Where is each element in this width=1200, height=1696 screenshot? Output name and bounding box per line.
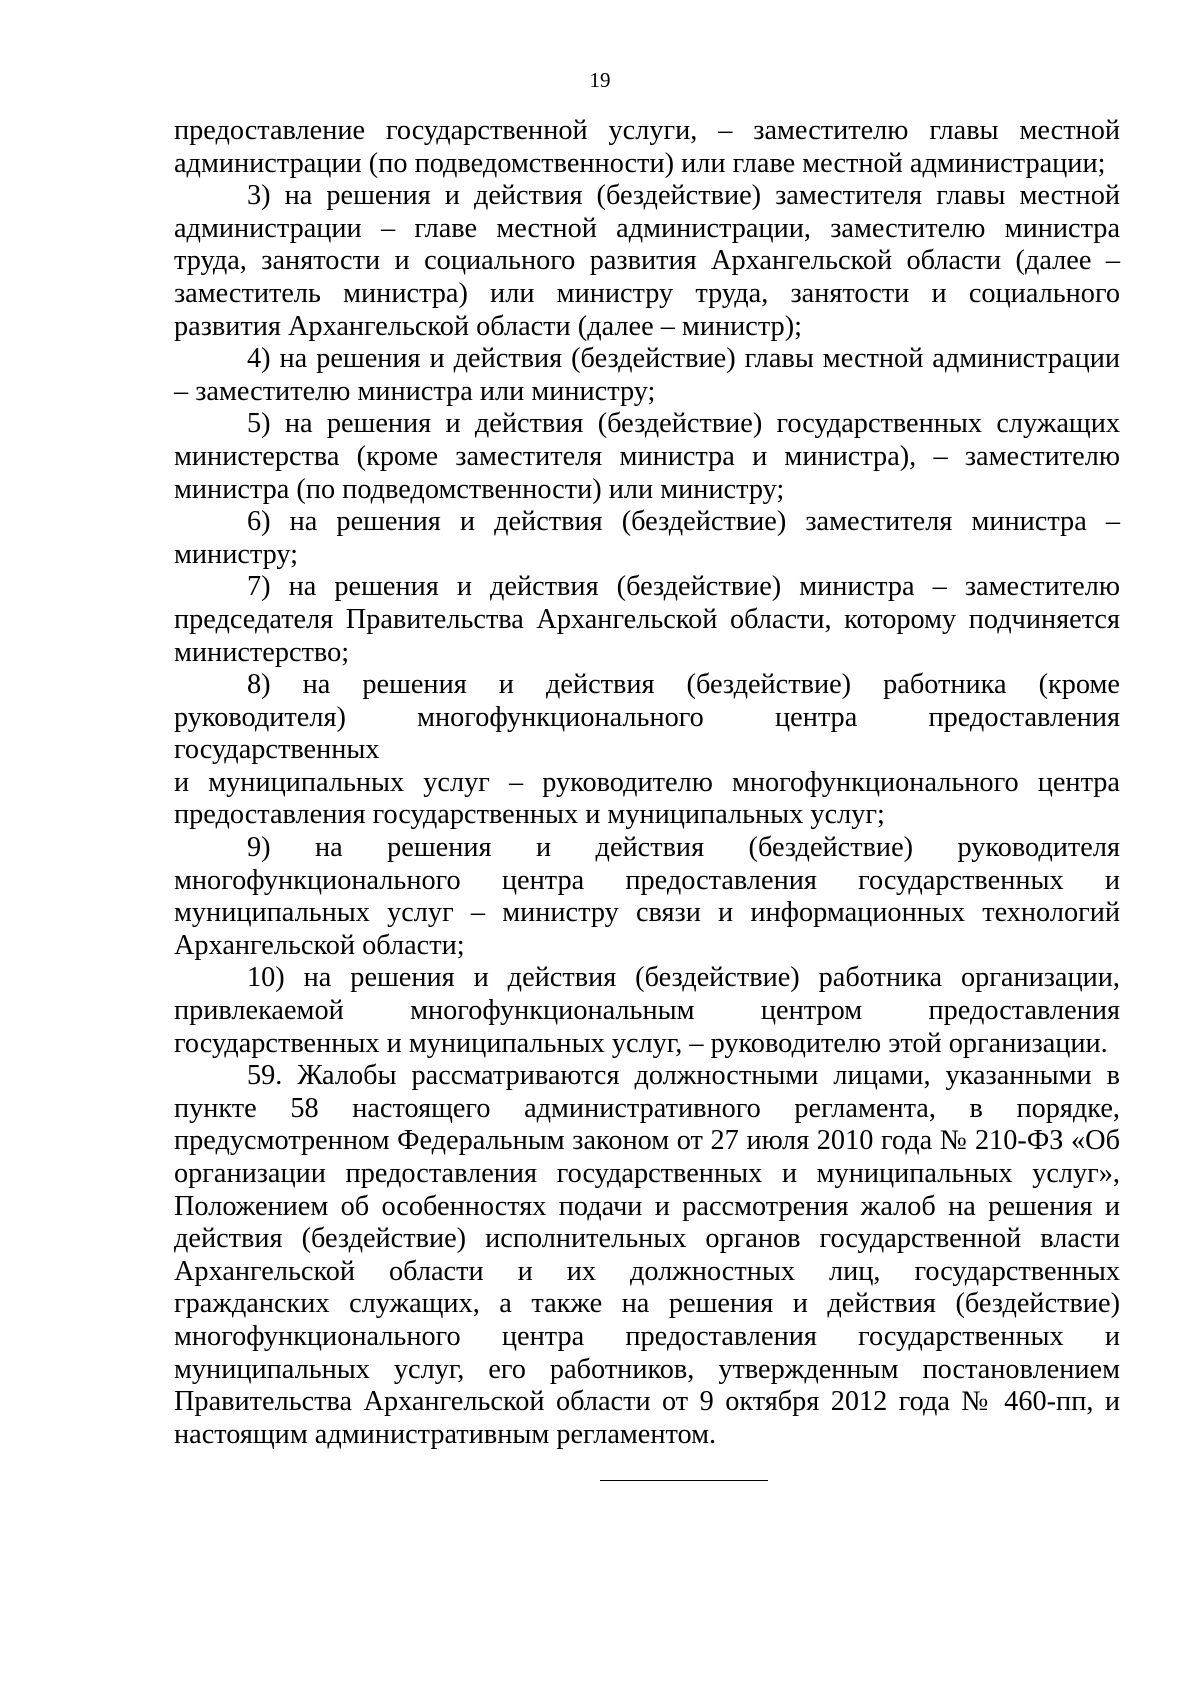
paragraph-item-6: 6) на решения и действия (бездействие) заместителя министра – министру; bbox=[174, 506, 1120, 570]
paragraph-item-5: 5) на решения и действия (бездействие) государственных служащих министерства (кроме заместителя министра и министра), – заместителю министра (по подведомственности) или министру; bbox=[174, 408, 1120, 505]
document-body bbox=[174, 115, 1120, 1451]
end-of-document-rule bbox=[600, 1480, 768, 1481]
paragraph-continuation: предоставление государственной услуги, – заместителю главы местной администрации (по подведомственности) или главе местной администрации; bbox=[174, 115, 1120, 179]
paragraph-item-3: 3) на решения и действия (бездействие) заместителя главы местной администрации – главе местной администрации, заместителю министра труда, занятости и социального развития Архангельской области (далее – заместитель министра) или министру труда, занятости и социального развития Архангельской области (далее – министр); bbox=[174, 180, 1120, 342]
paragraph-item-10: 10) на решения и действия (бездействие) работника организации, привлекаемой многофункциональным центром предоставления государственных и муниципальных услуг, – руководителю этой организации. bbox=[174, 962, 1120, 1059]
paragraph-item-8: 8) на решения и действия (бездействие) работника (кроме руководителя) многофункционального центра предоставления государственных bbox=[174, 669, 1120, 766]
paragraph-item-9: 9) на решения и действия (бездействие) руководителя многофункционального центра предоставления государственных и муниципальных услуг – министру связи и информационных технологий Архангельской области; bbox=[174, 832, 1120, 961]
paragraph-item-4: 4) на решения и действия (бездействие) главы местной администрации – заместителю министра или министру; bbox=[174, 343, 1120, 407]
paragraph-item-8-continuation: и муниципальных услуг – руководителю многофункционального центра предоставления государственных и муниципальных услуг; bbox=[174, 766, 1120, 831]
paragraph-clause-59: 59. Жалобы рассматриваются должностными лицами, указанными в пункте 58 настоящего административного регламента, в порядке, предусмотренном Федеральным законом от 27 июля 2010 года № 210-ФЗ «Об организации предоставления государственных и муниципальных услуг», Положением об особенностях подачи и рассмотрения жалоб на решения и действия (бездействие) исполнительных органов государственной власти Архангельской области и их должностных лиц, государственных гражданских служащих, а также на решения и действия (бездействие) многофункционального центра предоставления государственных и муниципальных услуг, его работников, утвержденным постановлением Правительства Архангельской области от 9 октября 2012 года № 460-пп, и настоящим административным регламентом. bbox=[174, 1060, 1120, 1450]
page-number: 19 bbox=[589, 68, 611, 92]
paragraph-item-7: 7) на решения и действия (бездействие) министра – заместителю председателя Правительства Архангельской области, которому подчиняется министерство; bbox=[174, 571, 1120, 668]
